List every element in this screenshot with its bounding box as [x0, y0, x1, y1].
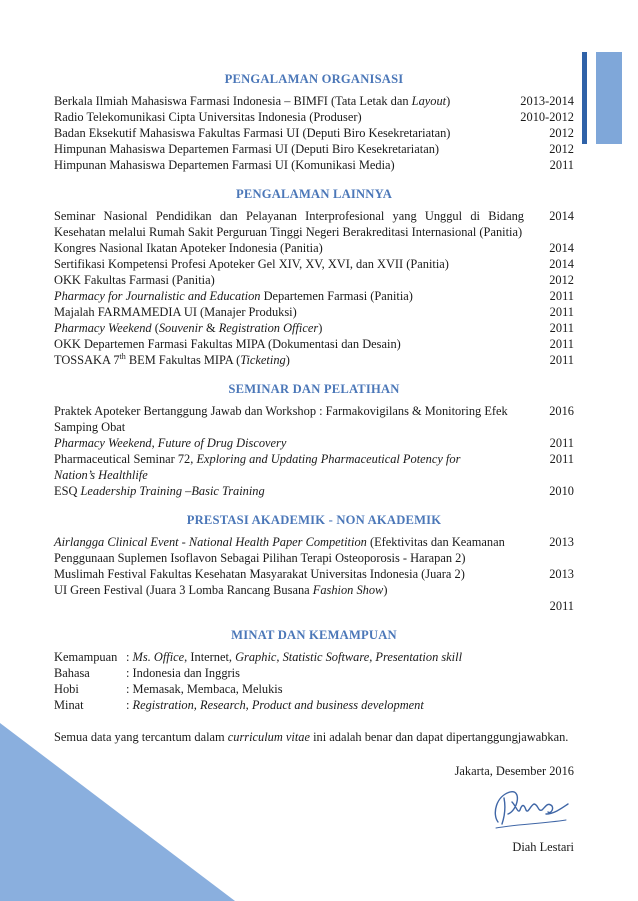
- list-item: Radio Telekomunikasi Cipta Universitas Indonesia (Produser) 2010-2012: [54, 110, 574, 124]
- list-item: UI Green Festival (Juara 3 Lomba Rancang Busana Fashion Show) 2011: [54, 583, 574, 613]
- item-year: 2010: [549, 484, 574, 498]
- list-item: Himpunan Mahasiswa Departemen Farmasi UI (Deputi Biro Kesekretariatan) 2012: [54, 142, 574, 156]
- section-organisasi: [54, 72, 574, 173]
- item-year: 2011: [549, 158, 574, 172]
- section-seminar: [54, 382, 574, 499]
- skill-key: Kemampuan: [54, 650, 118, 664]
- skill-key: Bahasa: [54, 666, 90, 680]
- list-item: Pharmacy Weekend, Future of Drug Discovery 2011: [54, 436, 574, 450]
- list-item: ESQ Leadership Training –Basic Training 2010: [54, 484, 574, 498]
- list-item: Pharmacy for Journalistic and Education Departemen Farmasi (Panitia) 2011: [54, 289, 574, 303]
- skill-key: Minat: [54, 698, 84, 712]
- item-year: 2011: [549, 436, 574, 450]
- decor-bar-dark: [582, 52, 587, 144]
- list-item: Seminar Nasional Pendidikan dan Pelayanan Interprofesional yang Unggul di Bidang Kesehatan melalui Rumah Sakit Perguruan Tinggi Negeri Berakreditasi Internasional (Panitia) 2014: [54, 209, 574, 239]
- list-item: OKK Departemen Farmasi Fakultas MIPA (Dokumentasi dan Desain) 2011: [54, 337, 574, 351]
- item-year: 2013-2014: [520, 94, 574, 108]
- item-year: 2016: [549, 404, 574, 418]
- item-year: 2013: [549, 535, 574, 549]
- item-year: 2014: [549, 209, 574, 223]
- item-year: 2011: [549, 452, 574, 466]
- section-prestasi: [54, 513, 574, 614]
- section-title: MINAT DAN KEMAMPUAN: [231, 628, 397, 642]
- section-title: PENGALAMAN LAINNYA: [235, 187, 393, 201]
- item-year: 2013: [549, 567, 574, 581]
- item-year: 2011: [549, 305, 574, 319]
- list-item: Praktek Apoteker Bertanggung Jawab dan Workshop : Farmakovigilans & Monitoring Efek Samping Obat 2016: [54, 404, 574, 434]
- item-year: 2011: [549, 353, 574, 367]
- cv-content: [54, 72, 574, 779]
- item-year: 2014: [549, 257, 574, 271]
- list-item: Berkala Ilmiah Mahasiswa Farmasi Indonesia – BIMFI (Tata Letak dan Layout) 2013-2014: [54, 94, 574, 108]
- list-item: Pharmaceutical Seminar 72, Exploring and Updating Pharmaceutical Potency for Nation’s Healthlife 2011: [54, 452, 574, 482]
- item-year: 2011: [549, 321, 574, 335]
- list-item: TOSSAKA 7th BEM Fakultas MIPA (Ticketing) 2011: [54, 351, 574, 367]
- skill-row: Bahasa : Indonesia dan Inggris: [54, 666, 240, 680]
- list-item: Kongres Nasional Ikatan Apoteker Indonesia (Panitia) 2014: [54, 241, 574, 255]
- item-year: 2012: [549, 126, 574, 140]
- decor-bar-light: [596, 52, 622, 144]
- closing-statement: Semua data yang tercantum dalam curriculum vitae ini adalah benar dan dapat dipertanggungjawabkan.: [54, 730, 569, 744]
- signer-name: Diah Lestari: [512, 840, 574, 854]
- section-minat: [54, 628, 574, 713]
- place-date: Jakarta, Desember 2016: [454, 764, 574, 778]
- section-lainnya: [54, 187, 574, 368]
- list-item: Himpunan Mahasiswa Departemen Farmasi UI (Komunikasi Media) 2011: [54, 158, 574, 172]
- list-item: Pharmacy Weekend (Souvenir & Registration Officer) 2011: [54, 321, 574, 335]
- signature-image: [488, 784, 578, 832]
- item-year: 2010-2012: [520, 110, 574, 124]
- section-title: PENGALAMAN ORGANISASI: [224, 72, 404, 86]
- skill-row: Kemampuan : Ms. Office, Internet, Graphic, Statistic Software, Presentation skill: [54, 650, 463, 664]
- list-item: Badan Eksekutif Mahasiswa Fakultas Farmasi UI (Deputi Biro Kesekretariatan) 2012: [54, 126, 574, 140]
- list-item: Airlangga Clinical Event - National Health Paper Competition (Efektivitas dan Keamanan Penggunaan Suplemen Isoflavon Sebagai Pilihan Terapi Osteoporosis - Harapan 2) 2013: [54, 535, 574, 565]
- list-item: Sertifikasi Kompetensi Profesi Apoteker Gel XIV, XV, XVI, dan XVII (Panitia) 2014: [54, 257, 574, 271]
- item-year: 2014: [549, 241, 574, 255]
- item-year: 2012: [549, 142, 574, 156]
- section-title: PRESTASI AKADEMIK - NON AKADEMIK: [186, 513, 442, 527]
- list-item: Muslimah Festival Fakultas Kesehatan Masyarakat Universitas Indonesia (Juara 2) 2013: [54, 567, 574, 581]
- item-year: 2012: [549, 273, 574, 287]
- item-year: 2011: [549, 599, 574, 613]
- skill-row: Hobi : Memasak, Membaca, Melukis: [54, 682, 283, 696]
- list-item: Majalah FARMAMEDIA UI (Manajer Produksi) 2011: [54, 305, 574, 319]
- list-item: OKK Fakultas Farmasi (Panitia) 2012: [54, 273, 574, 287]
- skill-key: Hobi: [54, 682, 79, 696]
- section-title: SEMINAR DAN PELATIHAN: [228, 382, 400, 396]
- item-year: 2011: [549, 337, 574, 351]
- item-year: 2011: [549, 289, 574, 303]
- skill-row: Minat : Registration, Research, Product and business development: [54, 698, 424, 712]
